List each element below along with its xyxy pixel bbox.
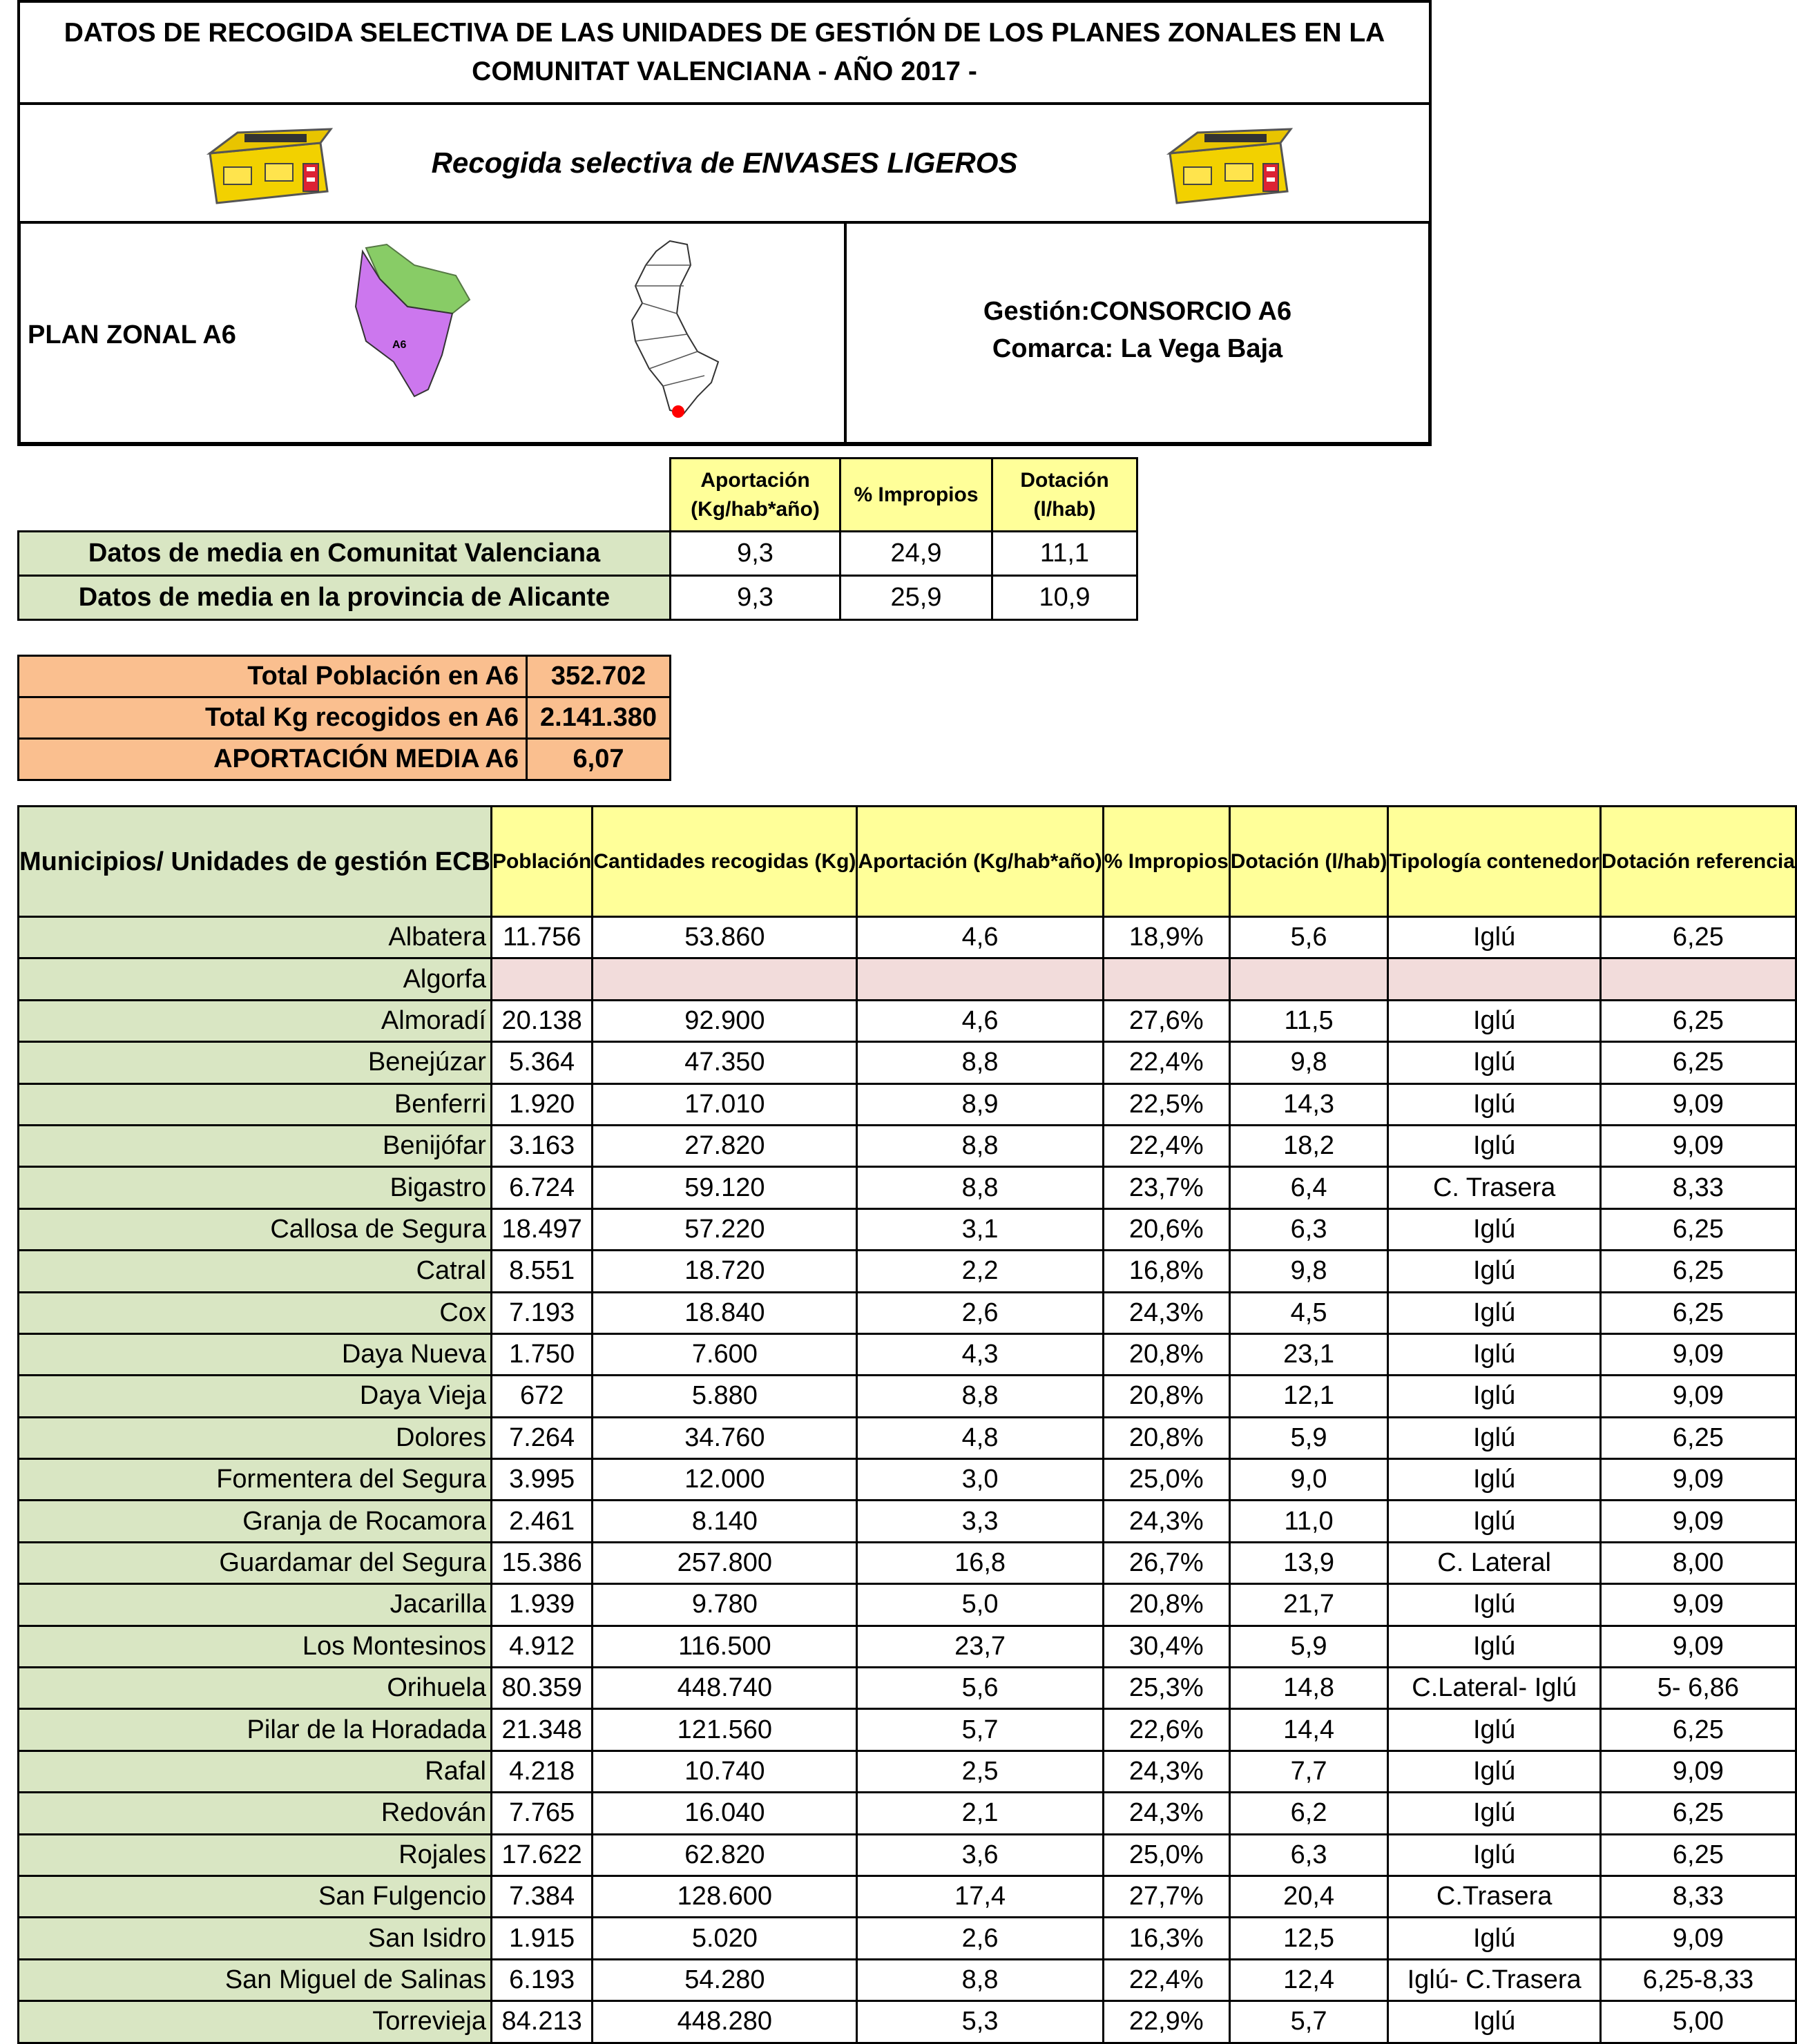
table-cell: 128.600: [593, 1876, 857, 1917]
table-cell: 6,25: [1600, 1834, 1796, 1876]
table-cell: 24,3%: [1103, 1751, 1229, 1792]
table-cell: 6.724: [491, 1167, 592, 1208]
averages-row: [19, 532, 1137, 576]
table-cell: 7.765: [491, 1793, 592, 1834]
table-cell: 47.350: [593, 1042, 857, 1083]
municipality-name: Catral: [19, 1251, 492, 1292]
table-row: [19, 1125, 1796, 1166]
table-cell: 5.364: [491, 1042, 592, 1083]
table-cell: 3,6: [857, 1834, 1103, 1876]
table-cell: 22,9%: [1103, 2001, 1229, 2043]
table-cell: [857, 958, 1103, 1000]
totals-row: [19, 656, 671, 697]
municipality-name: Rafal: [19, 1751, 492, 1792]
table-cell: Iglú: [1388, 1793, 1600, 1834]
municipality-name: Albatera: [19, 917, 492, 958]
table-cell: 121.560: [593, 1709, 857, 1751]
table-cell: 80.359: [491, 1668, 592, 1709]
table-cell: 14,4: [1229, 1709, 1388, 1751]
averages-value: 25,9: [840, 576, 992, 620]
table-cell: 12,1: [1229, 1376, 1388, 1417]
zone-map-icon: [338, 238, 483, 403]
table-cell: 6,2: [1229, 1793, 1388, 1834]
table-cell: 2.461: [491, 1501, 592, 1542]
plan-zonal-label: PLAN ZONAL A6: [28, 320, 236, 349]
table-row: [19, 1042, 1796, 1083]
table-cell: 2,6: [857, 1918, 1103, 1959]
column-header: Población: [491, 807, 592, 917]
document-title-text: DATOS DE RECOGIDA SELECTIVA DE LAS UNIDADES DE GESTIÓN DE LOS PLANES ZONALES EN LA COMUNITAT VALENCIANA - AÑO 2017 -: [64, 18, 1385, 86]
table-cell: 7.384: [491, 1876, 592, 1917]
table-cell: 21.348: [491, 1709, 592, 1751]
table-cell: Iglú: [1388, 1709, 1600, 1751]
table-cell: 5,0: [857, 1584, 1103, 1626]
table-cell: 59.120: [593, 1167, 857, 1208]
municipality-name: Almoradí: [19, 1000, 492, 1041]
table-cell: 8,00: [1600, 1542, 1796, 1583]
table-cell: 4,6: [857, 917, 1103, 958]
table-cell: 4,5: [1229, 1292, 1388, 1333]
averages-blank-cell: [19, 459, 671, 532]
table-cell: C.Lateral- Iglú: [1388, 1668, 1600, 1709]
table-row: [19, 1333, 1796, 1375]
table-cell: C. Trasera: [1388, 1167, 1600, 1208]
averages-value: 9,3: [671, 532, 840, 576]
column-header: Municipios/ Unidades de gestión ECB: [19, 807, 492, 917]
table-cell: 18.720: [593, 1251, 857, 1292]
municipality-name: Benejúzar: [19, 1042, 492, 1083]
table-cell: 12,5: [1229, 1918, 1388, 1959]
table-cell: 30,4%: [1103, 1626, 1229, 1667]
table-cell: 3.163: [491, 1125, 592, 1166]
table-row: [19, 1083, 1796, 1125]
table-cell: 14,8: [1229, 1668, 1388, 1709]
column-header: Dotación (l/hab): [1229, 807, 1388, 917]
table-cell: 27,7%: [1103, 1876, 1229, 1917]
table-cell: 8.551: [491, 1251, 592, 1292]
gestion-text: Gestión:CONSORCIO A6: [983, 297, 1292, 326]
table-cell: 9,09: [1600, 1333, 1796, 1375]
document-title: [17, 0, 1432, 105]
table-cell: 5,3: [857, 2001, 1103, 2043]
table-cell: 22,4%: [1103, 1959, 1229, 2000]
municipality-name: Benijófar: [19, 1125, 492, 1166]
table-cell: 6,25-8,33: [1600, 1959, 1796, 2000]
zone-info-panel: [17, 224, 1432, 446]
table-cell: Iglú: [1388, 1208, 1600, 1250]
table-row: [19, 1709, 1796, 1751]
table-row: [19, 1000, 1796, 1041]
table-cell: Iglú- C.Trasera: [1388, 1959, 1600, 2000]
column-header: Dotación referencia: [1600, 807, 1796, 917]
table-cell: Iglú: [1388, 1083, 1600, 1125]
averages-header: Dotación (l/hab): [992, 459, 1137, 532]
table-cell: 9,09: [1600, 1125, 1796, 1166]
municipality-name: Daya Vieja: [19, 1376, 492, 1417]
municipality-name: Redován: [19, 1793, 492, 1834]
totals-label: Total Población en A6: [19, 656, 527, 697]
totals-value: 2.141.380: [527, 697, 671, 739]
table-row: [19, 1376, 1796, 1417]
table-cell: 2,1: [857, 1793, 1103, 1834]
table-cell: 18.840: [593, 1292, 857, 1333]
table-cell: 7.193: [491, 1292, 592, 1333]
table-cell: Iglú: [1388, 1501, 1600, 1542]
table-cell: 22,5%: [1103, 1083, 1229, 1125]
table-cell: 17.010: [593, 1083, 857, 1125]
table-cell: 6,25: [1600, 1000, 1796, 1041]
table-cell: 27.820: [593, 1125, 857, 1166]
table-cell: 10.740: [593, 1751, 857, 1792]
table-row: [19, 1834, 1796, 1876]
table-cell: 92.900: [593, 1000, 857, 1041]
table-cell: 9,8: [1229, 1042, 1388, 1083]
table-cell: 14,3: [1229, 1083, 1388, 1125]
municipality-name: San Fulgencio: [19, 1876, 492, 1917]
totals-value: 6,07: [527, 739, 671, 780]
table-cell: 20,8%: [1103, 1376, 1229, 1417]
table-cell: 23,1: [1229, 1333, 1388, 1375]
region-map-icon: [622, 238, 732, 424]
table-row: [19, 1751, 1796, 1792]
table-cell: 6,4: [1229, 1167, 1388, 1208]
averages-value: 11,1: [992, 532, 1137, 576]
table-cell: 8,8: [857, 1042, 1103, 1083]
table-cell: 23,7%: [1103, 1167, 1229, 1208]
table-cell: [1600, 958, 1796, 1000]
table-cell: 25,3%: [1103, 1668, 1229, 1709]
averages-row-label: Datos de media en Comunitat Valenciana: [19, 532, 671, 576]
table-row: [19, 1626, 1796, 1667]
table-cell: 6,25: [1600, 1709, 1796, 1751]
table-cell: 4,6: [857, 1000, 1103, 1041]
yellow-container-icon: [1156, 126, 1294, 209]
table-cell: 448.740: [593, 1668, 857, 1709]
table-cell: [1388, 958, 1600, 1000]
table-cell: Iglú: [1388, 1918, 1600, 1959]
table-cell: 7.600: [593, 1333, 857, 1375]
table-cell: 116.500: [593, 1626, 857, 1667]
table-cell: 8,8: [857, 1959, 1103, 2000]
table-cell: 8,8: [857, 1167, 1103, 1208]
table-cell: 5,9: [1229, 1626, 1388, 1667]
table-cell: 57.220: [593, 1208, 857, 1250]
table-row: [19, 917, 1796, 958]
table-cell: 4.912: [491, 1626, 592, 1667]
table-cell: 8,8: [857, 1376, 1103, 1417]
municipalities-table: [17, 805, 1797, 2044]
municipality-name: Los Montesinos: [19, 1626, 492, 1667]
table-cell: Iglú: [1388, 1751, 1600, 1792]
table-cell: 20,8%: [1103, 1417, 1229, 1458]
table-cell: 18,2: [1229, 1125, 1388, 1166]
table-cell: 11,0: [1229, 1501, 1388, 1542]
table-cell: 6,25: [1600, 1292, 1796, 1333]
municipality-name: Pilar de la Horadada: [19, 1709, 492, 1751]
table-cell: 448.280: [593, 2001, 857, 2043]
table-cell: 3,3: [857, 1501, 1103, 1542]
table-cell: 20,4: [1229, 1876, 1388, 1917]
table-cell: 3,1: [857, 1208, 1103, 1250]
table-cell: 1.915: [491, 1918, 592, 1959]
table-cell: 3.995: [491, 1459, 592, 1501]
table-cell: 21,7: [1229, 1584, 1388, 1626]
table-header-row: [19, 807, 1796, 917]
table-cell: 1.939: [491, 1584, 592, 1626]
table-cell: 5,00: [1600, 2001, 1796, 2043]
municipality-name: Torrevieja: [19, 2001, 492, 2043]
table-row: [19, 1501, 1796, 1542]
table-cell: Iglú: [1388, 1417, 1600, 1458]
totals-label: Total Kg recogidos en A6: [19, 697, 527, 739]
table-cell: 53.860: [593, 917, 857, 958]
table-cell: 2,5: [857, 1751, 1103, 1792]
table-cell: [593, 958, 857, 1000]
municipality-name: Orihuela: [19, 1668, 492, 1709]
municipality-name: Bigastro: [19, 1167, 492, 1208]
subtitle-banner: [17, 105, 1432, 224]
municipality-name: Callosa de Segura: [19, 1208, 492, 1250]
municipality-name: Formentera del Segura: [19, 1459, 492, 1501]
table-cell: 8,33: [1600, 1876, 1796, 1917]
table-cell: Iglú: [1388, 1251, 1600, 1292]
table-cell: 20,8%: [1103, 1333, 1229, 1375]
municipality-name: San Miguel de Salinas: [19, 1959, 492, 2000]
table-cell: 16.040: [593, 1793, 857, 1834]
table-cell: 24,3%: [1103, 1793, 1229, 1834]
table-cell: 6.193: [491, 1959, 592, 2000]
municipality-name: San Isidro: [19, 1918, 492, 1959]
column-header: Tipología contenedor: [1388, 807, 1600, 917]
averages-row-label: Datos de media en la provincia de Alicante: [19, 576, 671, 620]
table-row: [19, 1251, 1796, 1292]
table-cell: Iglú: [1388, 1626, 1600, 1667]
table-cell: C. Lateral: [1388, 1542, 1600, 1583]
table-cell: 5- 6,86: [1600, 1668, 1796, 1709]
table-row: [19, 1542, 1796, 1583]
table-cell: 18,9%: [1103, 917, 1229, 958]
table-cell: 54.280: [593, 1959, 857, 2000]
table-cell: C.Trasera: [1388, 1876, 1600, 1917]
table-cell: 9,0: [1229, 1459, 1388, 1501]
table-cell: 5,6: [857, 1668, 1103, 1709]
table-cell: 257.800: [593, 1542, 857, 1583]
table-cell: 22,4%: [1103, 1042, 1229, 1083]
table-cell: 17,4: [857, 1876, 1103, 1917]
municipality-name: Jacarilla: [19, 1584, 492, 1626]
table-row: [19, 1918, 1796, 1959]
table-cell: 16,8: [857, 1542, 1103, 1583]
management-info: [847, 293, 1428, 367]
table-cell: 15.386: [491, 1542, 592, 1583]
table-cell: 5.880: [593, 1376, 857, 1417]
table-cell: 22,6%: [1103, 1709, 1229, 1751]
table-cell: 12,4: [1229, 1959, 1388, 2000]
table-cell: 25,0%: [1103, 1459, 1229, 1501]
table-cell: 4,3: [857, 1333, 1103, 1375]
table-cell: 2,6: [857, 1292, 1103, 1333]
table-cell: 16,3%: [1103, 1918, 1229, 1959]
table-cell: 20,6%: [1103, 1208, 1229, 1250]
table-row: [19, 1584, 1796, 1626]
table-cell: 9,09: [1600, 1376, 1796, 1417]
table-cell: 6,3: [1229, 1834, 1388, 1876]
totals-row: [19, 697, 671, 739]
totals-row: [19, 739, 671, 780]
table-cell: 9,09: [1600, 1459, 1796, 1501]
averages-table: [17, 457, 1138, 621]
table-cell: 5,9: [1229, 1417, 1388, 1458]
comarca-text: Comarca: La Vega Baja: [992, 334, 1283, 363]
municipality-name: Daya Nueva: [19, 1333, 492, 1375]
municipality-name: Benferri: [19, 1083, 492, 1125]
table-row: [19, 1668, 1796, 1709]
municipality-name: Guardamar del Segura: [19, 1542, 492, 1583]
table-row: [19, 1208, 1796, 1250]
municipality-name: Granja de Rocamora: [19, 1501, 492, 1542]
municipality-name: Dolores: [19, 1417, 492, 1458]
table-cell: 5,7: [1229, 2001, 1388, 2043]
table-cell: 24,3%: [1103, 1292, 1229, 1333]
table-cell: 17.622: [491, 1834, 592, 1876]
column-header: Cantidades recogidas (Kg): [593, 807, 857, 917]
table-cell: 24,3%: [1103, 1501, 1229, 1542]
table-cell: Iglú: [1388, 1459, 1600, 1501]
table-cell: Iglú: [1388, 1333, 1600, 1375]
table-cell: 9,09: [1600, 1626, 1796, 1667]
averages-row: [19, 576, 1137, 620]
table-cell: [491, 958, 592, 1000]
averages-header: % Impropios: [840, 459, 992, 532]
table-cell: 8.140: [593, 1501, 857, 1542]
table-cell: [1229, 958, 1388, 1000]
table-cell: 6,25: [1600, 1417, 1796, 1458]
table-cell: 12.000: [593, 1459, 857, 1501]
table-cell: 4.218: [491, 1751, 592, 1792]
table-cell: 6,25: [1600, 1042, 1796, 1083]
municipality-name: Algorfa: [19, 958, 492, 1000]
table-row: [19, 1417, 1796, 1458]
averages-value: 10,9: [992, 576, 1137, 620]
table-cell: 9,09: [1600, 1584, 1796, 1626]
table-cell: 5,7: [857, 1709, 1103, 1751]
table-cell: 34.760: [593, 1417, 857, 1458]
municipality-name: Rojales: [19, 1834, 492, 1876]
table-cell: 7,7: [1229, 1751, 1388, 1792]
table-cell: 9,09: [1600, 1918, 1796, 1959]
table-cell: Iglú: [1388, 1042, 1600, 1083]
table-cell: 20.138: [491, 1000, 592, 1041]
table-cell: 62.820: [593, 1834, 857, 1876]
table-cell: Iglú: [1388, 2001, 1600, 2043]
table-cell: Iglú: [1388, 1000, 1600, 1041]
column-header: % Impropios: [1103, 807, 1229, 917]
table-cell: 6,25: [1600, 1251, 1796, 1292]
table-cell: 9.780: [593, 1584, 857, 1626]
table-cell: Iglú: [1388, 1292, 1600, 1333]
table-cell: Iglú: [1388, 917, 1600, 958]
totals-table: [17, 655, 671, 781]
table-row: [19, 1459, 1796, 1501]
averages-value: 9,3: [671, 576, 840, 620]
table-cell: 6,3: [1229, 1208, 1388, 1250]
table-cell: 6,25: [1600, 1208, 1796, 1250]
table-cell: 5,6: [1229, 917, 1388, 958]
averages-value: 24,9: [840, 532, 992, 576]
table-cell: 22,4%: [1103, 1125, 1229, 1166]
table-row: [19, 958, 1796, 1000]
totals-value: 352.702: [527, 656, 671, 697]
table-cell: 672: [491, 1376, 592, 1417]
table-cell: 5.020: [593, 1918, 857, 1959]
table-row: [19, 2001, 1796, 2043]
table-cell: 20,8%: [1103, 1584, 1229, 1626]
table-cell: 26,7%: [1103, 1542, 1229, 1583]
table-row: [19, 1292, 1796, 1333]
totals-label: APORTACIÓN MEDIA A6: [19, 739, 527, 780]
table-cell: 84.213: [491, 2001, 592, 2043]
table-cell: 25,0%: [1103, 1834, 1229, 1876]
table-cell: 27,6%: [1103, 1000, 1229, 1041]
table-cell: 16,8%: [1103, 1251, 1229, 1292]
table-cell: 7.264: [491, 1417, 592, 1458]
table-cell: [1103, 958, 1229, 1000]
table-cell: Iglú: [1388, 1834, 1600, 1876]
table-cell: 11,5: [1229, 1000, 1388, 1041]
table-cell: 11.756: [491, 917, 592, 958]
table-cell: 8,8: [857, 1125, 1103, 1166]
table-cell: 6,25: [1600, 917, 1796, 958]
table-row: [19, 1959, 1796, 2000]
table-cell: 9,09: [1600, 1083, 1796, 1125]
averages-header: Aportación (Kg/hab*año): [671, 459, 840, 532]
table-row: [19, 1167, 1796, 1208]
table-cell: 8,33: [1600, 1167, 1796, 1208]
table-cell: 23,7: [857, 1626, 1103, 1667]
table-cell: Iglú: [1388, 1125, 1600, 1166]
table-cell: 6,25: [1600, 1793, 1796, 1834]
table-cell: Iglú: [1388, 1584, 1600, 1626]
table-cell: 1.750: [491, 1333, 592, 1375]
table-row: [19, 1876, 1796, 1917]
table-cell: 3,0: [857, 1459, 1103, 1501]
table-cell: 8,9: [857, 1083, 1103, 1125]
column-header: Aportación (Kg/hab*año): [857, 807, 1103, 917]
table-cell: 2,2: [857, 1251, 1103, 1292]
table-row: [19, 1793, 1796, 1834]
table-cell: 1.920: [491, 1083, 592, 1125]
table-cell: 18.497: [491, 1208, 592, 1250]
table-cell: 9,09: [1600, 1751, 1796, 1792]
table-cell: 9,8: [1229, 1251, 1388, 1292]
subtitle-text: Recogida selectiva de ENVASES LIGEROS: [431, 146, 1018, 179]
table-cell: 9,09: [1600, 1501, 1796, 1542]
municipality-name: Cox: [19, 1292, 492, 1333]
table-cell: Iglú: [1388, 1376, 1600, 1417]
table-cell: 4,8: [857, 1417, 1103, 1458]
table-cell: 13,9: [1229, 1542, 1388, 1583]
zone-map-label: A6: [392, 339, 407, 351]
